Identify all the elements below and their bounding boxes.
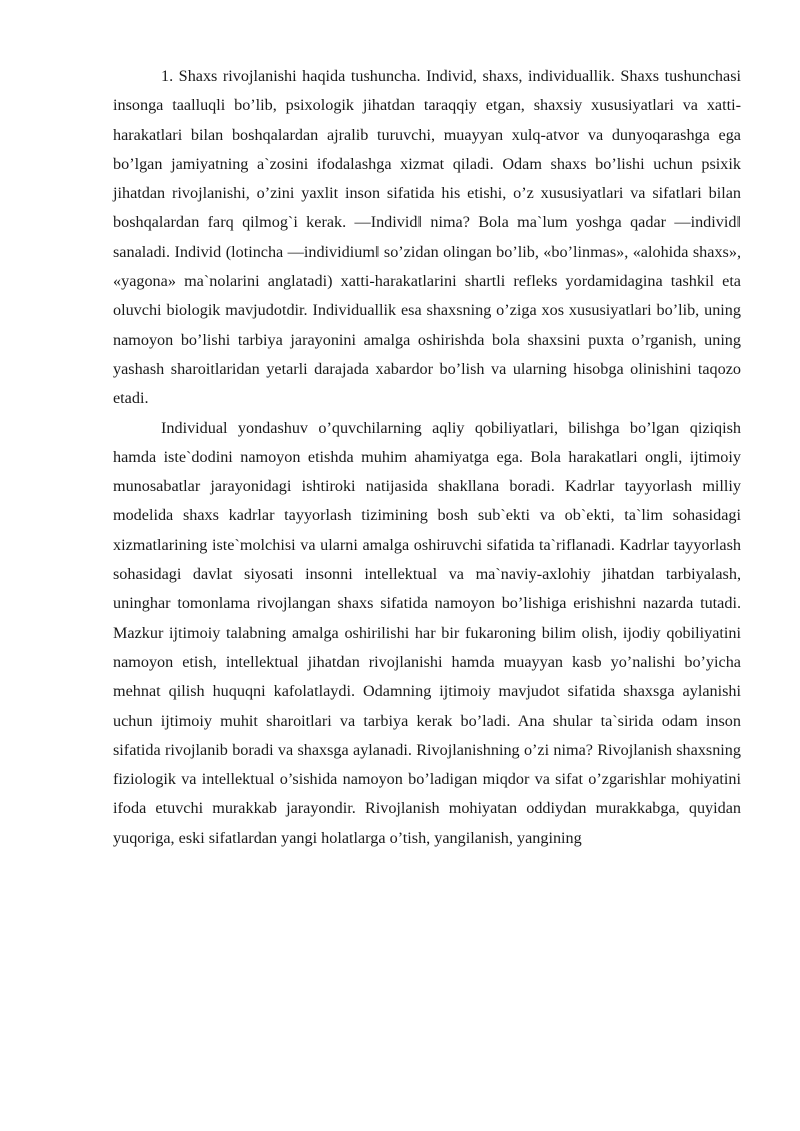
paragraph-individual-yondashuv: Individual yondashuv o’quvchilarning aqliy qobiliyatlari, bilishga bo’lgan qiziqish hamda iste`dodini namoyon etishda muhim ahamiyatga ega. Bola harakatlari ongli, ijtimoiy munosabatlar jarayonidagi ishtiroki natijasida shakllana boradi. Kadrlar tayyorlash milliy modelida shaxs kadrlar tayyorlash tizimining bosh sub`ekti va ob`ekti, ta`lim sohasidagi xizmatlarining iste`molchisi va ularni amalga oshiruvchi sifatida ta`riflanadi. Kadrlar tayyorlash sohasidagi davlat siyosati insonni intellektual va ma`naviy-axlohiy jihatdan tarbiyalash, uninghar tomonlama rivojlangan shaxs sifatida namoyon bo’lishiga erishishni nazarda tutadi. Mazkur ijtimoiy talabning amalga oshirilishi har bir fukaroning bilim olish, ijodiy qobiliyatini namoyon etish, intellektual jihatdan rivojlanishi hamda muayyan kasb yo’nalishi bo’yicha mehnat qilish huquqni kafolatlaydi. Odamning ijtimoiy mavjudot sifatida shaxsga aylanishi uchun ijtimoiy muhit sharoitlari va tarbiya kerak bo’ladi. Ana shular ta`sirida odam inson sifatida rivojlanib boradi va shaxsga aylanadi. Rivojlanishning o’zi nima? Rivojlanish shaxsning fiziologik va intellektual o’sishida namoyon bo’ladigan miqdor va sifat o’zgarishlar mohiyatini ifoda etuvchi murakkab jarayondir. Rivojlanish mohiyatan oddiydan murakkabga, quyidan yuqoriga, eski sifatlardan yangi holatlarga o’tish, yangilanish, yangining (113, 418, 741, 847)
paragraph-shaxs-rivojlanishi: 1. Shaxs rivojlanishi haqida tushuncha. Individ, shaxs, individuallik. Shaxs tushunchasi insonga taalluqli bo’lib, psixologik jihatdan taraqqiy etgan, shaxsiy xususiyatlari va xatti-harakatlari bilan boshqalardan ajralib turuvchi, muayyan xulq-atvor va dunyoqarashga ega bo’lgan jamiyatning a`zosini ifodalashga xizmat qiladi. Odam shaxs bo’lishi uchun psixik jihatdan rivojlanishi, o’zini yaxlit inson sifatida his etishi, o’z xususiyatlari va sifatlari bilan boshqalardan farq qilmog`i kerak. ―Individ‖ nima? Bola ma`lum yoshga qadar ―individ‖ sanaladi. Individ (lotincha ―individium‖ so’zidan olingan bo’lib, «bo’linmas», «alohida shaxs», «yagona» ma`nolarini anglatadi) xatti-harakatlarini shartli refleks yordamidagina tashkil eta oluvchi biologik mavjudotdir. Individuallik esa shaxsning o’ziga xos xususiyatlari bo’lib, uning namoyon bo’lishi tarbiya jarayonini amalga oshirishda bola shaxsini puxta o’rganish, uning yashash sharoitlaridan yetarli darajada xabardor bo’lish va ularning hisobga olinishini taqozo etadi. (113, 67, 741, 408)
document-page (113, 62, 741, 853)
